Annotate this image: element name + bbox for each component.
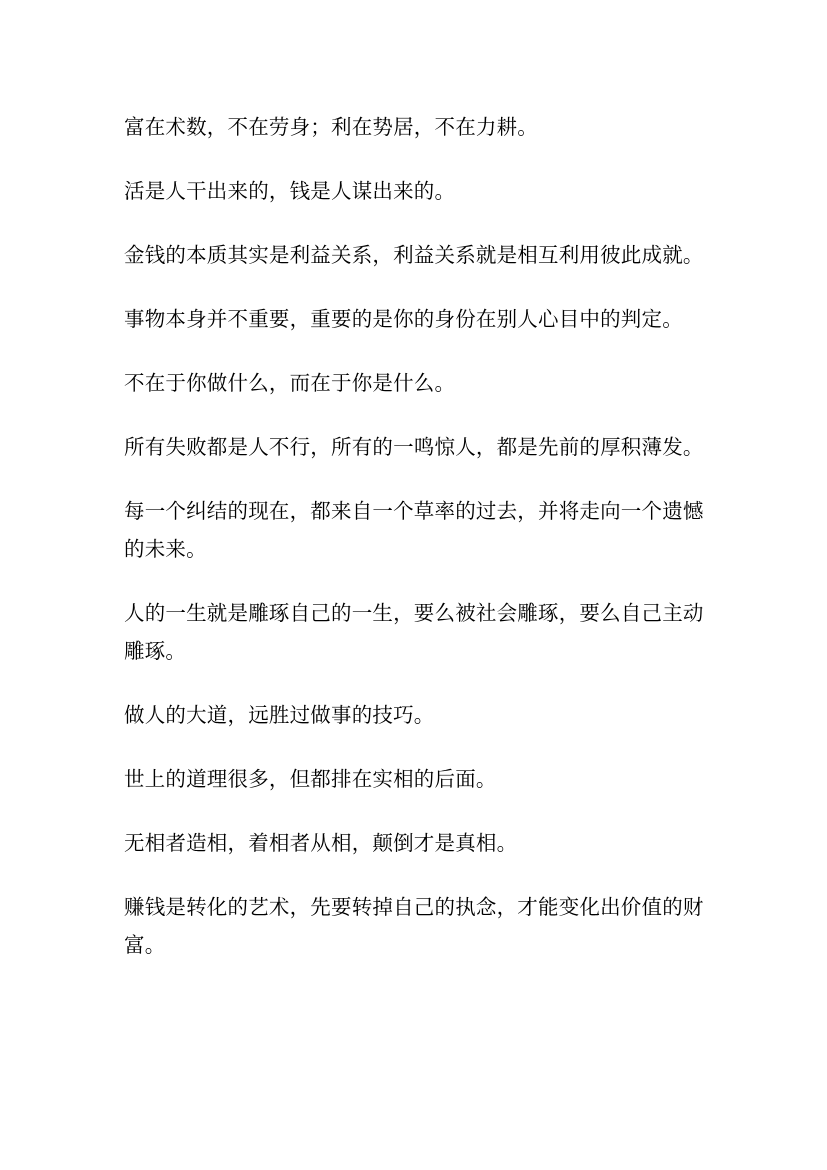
paragraph: 做人的大道，远胜过做事的技巧。 <box>124 703 435 727</box>
paragraph: 不在于你做什么，而在于你是什么。 <box>124 371 456 395</box>
paragraph: 人的一生就是雕琢自己的一生，要么被社会雕琢，要么自己主动雕琢。 <box>124 601 704 663</box>
paragraph: 所有失败都是人不行，所有的一鸣惊人，都是先前的厚积薄发。 <box>124 435 704 459</box>
paragraph: 世上的道理很多，但都排在实相的后面。 <box>124 767 497 791</box>
paragraph: 金钱的本质其实是利益关系，利益关系就是相互利用彼此成就。 <box>124 243 704 267</box>
paragraph: 活是人干出来的，钱是人谋出来的。 <box>124 179 456 203</box>
paragraph: 富在术数，不在劳身；利在势居，不在力耕。 <box>124 115 538 139</box>
paragraph: 赚钱是转化的艺术，先要转掉自己的执念，才能变化出价值的财富。 <box>124 895 704 957</box>
document-body <box>124 108 714 990</box>
paragraph: 每一个纠结的现在，都来自一个草率的过去，并将走向一个遗憾的未来。 <box>124 499 704 561</box>
paragraph: 事物本身并不重要，重要的是你的身份在别人心目中的判定。 <box>124 307 683 331</box>
paragraph: 无相者造相，着相者从相，颠倒才是真相。 <box>124 831 518 855</box>
